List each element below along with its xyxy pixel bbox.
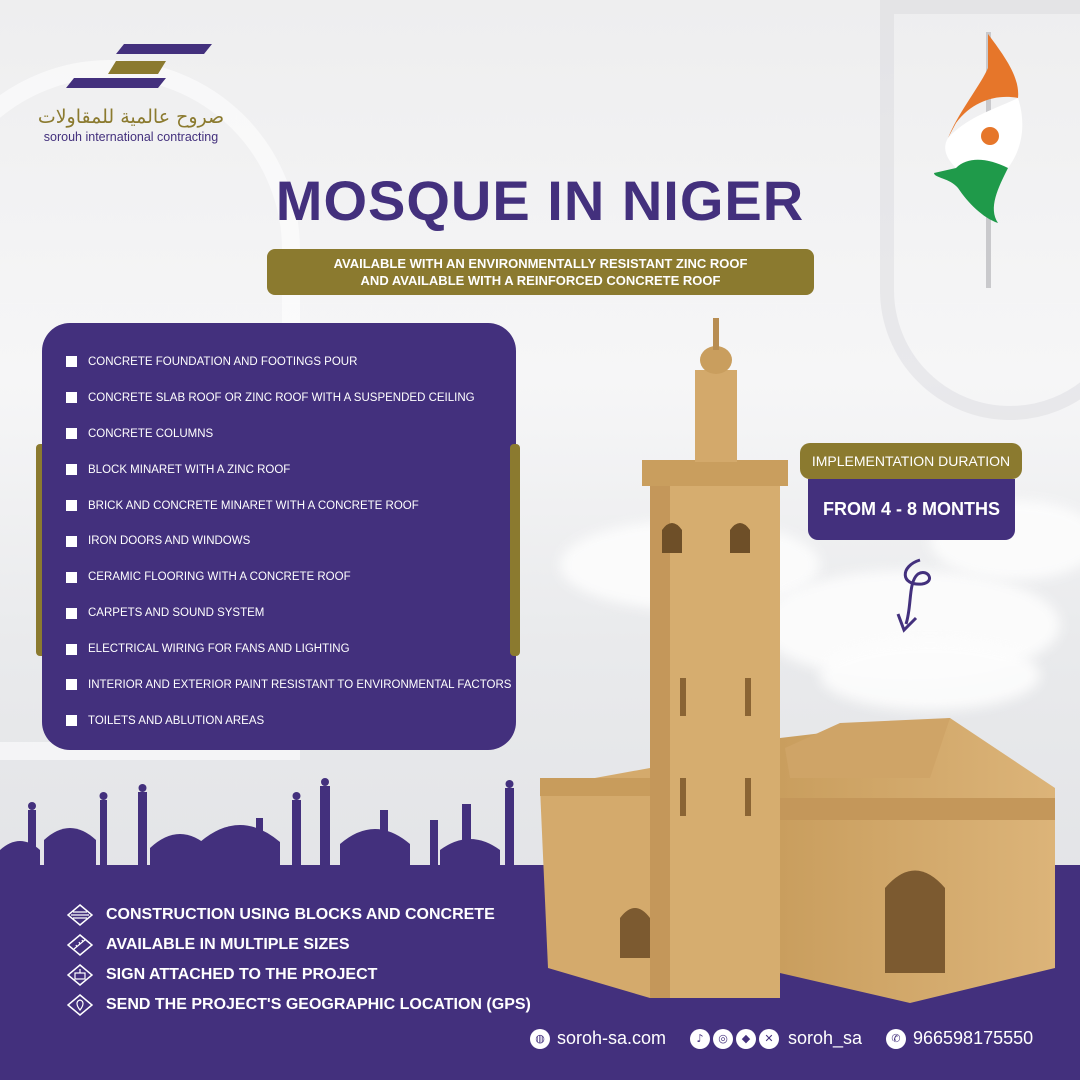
feature-text: CONCRETE FOUNDATION AND FOOTINGS POUR <box>88 355 358 368</box>
checkbox-square-icon <box>66 715 77 726</box>
company-logo <box>36 44 226 144</box>
tiktok-icon: ♪ <box>690 1029 710 1049</box>
feature-text: CONCRETE COLUMNS <box>88 427 214 440</box>
feature-item <box>66 452 511 488</box>
feature-item <box>66 595 511 631</box>
highlight-text: CONSTRUCTION USING BLOCKS AND CONCRETE <box>106 906 495 923</box>
feature-item <box>66 703 511 739</box>
checkbox-square-icon <box>66 392 77 403</box>
checkbox-square-icon <box>66 679 77 690</box>
page-title: MOSQUE IN NIGER <box>275 169 805 232</box>
x-icon: ✕ <box>759 1029 779 1049</box>
feature-item <box>66 523 511 559</box>
highlight-text: SIGN ATTACHED TO THE PROJECT <box>106 966 378 983</box>
checkbox-square-icon <box>66 608 77 619</box>
highlights-list <box>66 900 531 1020</box>
highlight-item <box>66 900 531 930</box>
highlight-item <box>66 990 531 1020</box>
feature-item <box>66 559 511 595</box>
social-links[interactable] <box>690 1028 862 1049</box>
website-text: soroh-sa.com <box>557 1028 667 1048</box>
feature-item <box>66 488 511 524</box>
checkbox-square-icon <box>66 644 77 655</box>
instagram-icon: ◎ <box>713 1029 733 1049</box>
snapchat-icon: ◆ <box>736 1029 756 1049</box>
implementation-duration-label: IMPLEMENTATION DURATION <box>800 443 1022 479</box>
contact-footer <box>0 1028 1080 1056</box>
implementation-duration-value: FROM 4 - 8 MONTHS <box>808 479 1015 540</box>
mosque-model-illustration <box>530 308 1060 1008</box>
sign-icon <box>66 963 94 987</box>
feature-item <box>66 416 511 452</box>
panel-accent-bar <box>510 444 520 656</box>
feature-text: IRON DOORS AND WINDOWS <box>88 535 251 548</box>
checkbox-square-icon <box>66 464 77 475</box>
ruler-icon <box>66 933 94 957</box>
niger-flag-icon <box>928 28 1033 290</box>
globe-icon: ◍ <box>530 1029 550 1049</box>
bricks-icon <box>66 903 94 927</box>
phone-text: 966598175550 <box>913 1028 1034 1048</box>
checkbox-square-icon <box>66 536 77 547</box>
checkbox-square-icon <box>66 500 77 511</box>
location-pin-icon <box>66 993 94 1017</box>
highlight-item <box>66 960 531 990</box>
feature-text: CARPETS AND SOUND SYSTEM <box>88 607 265 620</box>
highlight-text: SEND THE PROJECT'S GEOGRAPHIC LOCATION (GPS) <box>106 996 531 1013</box>
roof-option-line: AND AVAILABLE WITH A REINFORCED CONCRETE ROOF <box>360 273 721 288</box>
logo-mark-icon <box>66 44 216 92</box>
feature-item <box>66 631 511 667</box>
phone-link[interactable] <box>886 1028 1033 1049</box>
logo-name-arabic: صروح عالمية للمقاولات <box>37 106 225 128</box>
feature-item <box>66 380 511 416</box>
roof-options-banner <box>267 249 814 295</box>
checkbox-square-icon <box>66 428 77 439</box>
feature-text: TOILETS AND ABLUTION AREAS <box>88 714 265 727</box>
feature-text: INTERIOR AND EXTERIOR PAINT RESISTANT TO ENVIRONMENTAL FACTORS <box>88 678 512 691</box>
checkbox-square-icon <box>66 356 77 367</box>
highlight-item <box>66 930 531 960</box>
website-link[interactable] <box>530 1028 666 1049</box>
features-list <box>66 344 511 739</box>
feature-text: ELECTRICAL WIRING FOR FANS AND LIGHTING <box>88 643 350 656</box>
checkbox-square-icon <box>66 572 77 583</box>
roof-option-line: AVAILABLE WITH AN ENVIRONMENTALLY RESISTANT ZINC ROOF <box>333 256 748 271</box>
feature-text: BRICK AND CONCRETE MINARET WITH A CONCRETE ROOF <box>88 499 419 512</box>
feature-text: CONCRETE SLAB ROOF OR ZINC ROOF WITH A SUSPENDED CEILING <box>88 391 475 404</box>
highlight-text: AVAILABLE IN MULTIPLE SIZES <box>106 936 350 953</box>
social-handle-text: soroh_sa <box>788 1028 863 1048</box>
feature-text: BLOCK MINARET WITH A ZINC ROOF <box>88 463 291 476</box>
feature-item <box>66 667 511 703</box>
feature-text: CERAMIC FLOORING WITH A CONCRETE ROOF <box>88 571 351 584</box>
logo-name-english: sorouh international contracting <box>43 130 219 144</box>
curly-arrow-icon <box>890 556 940 636</box>
feature-item <box>66 344 511 380</box>
whatsapp-icon: ✆ <box>886 1029 906 1049</box>
